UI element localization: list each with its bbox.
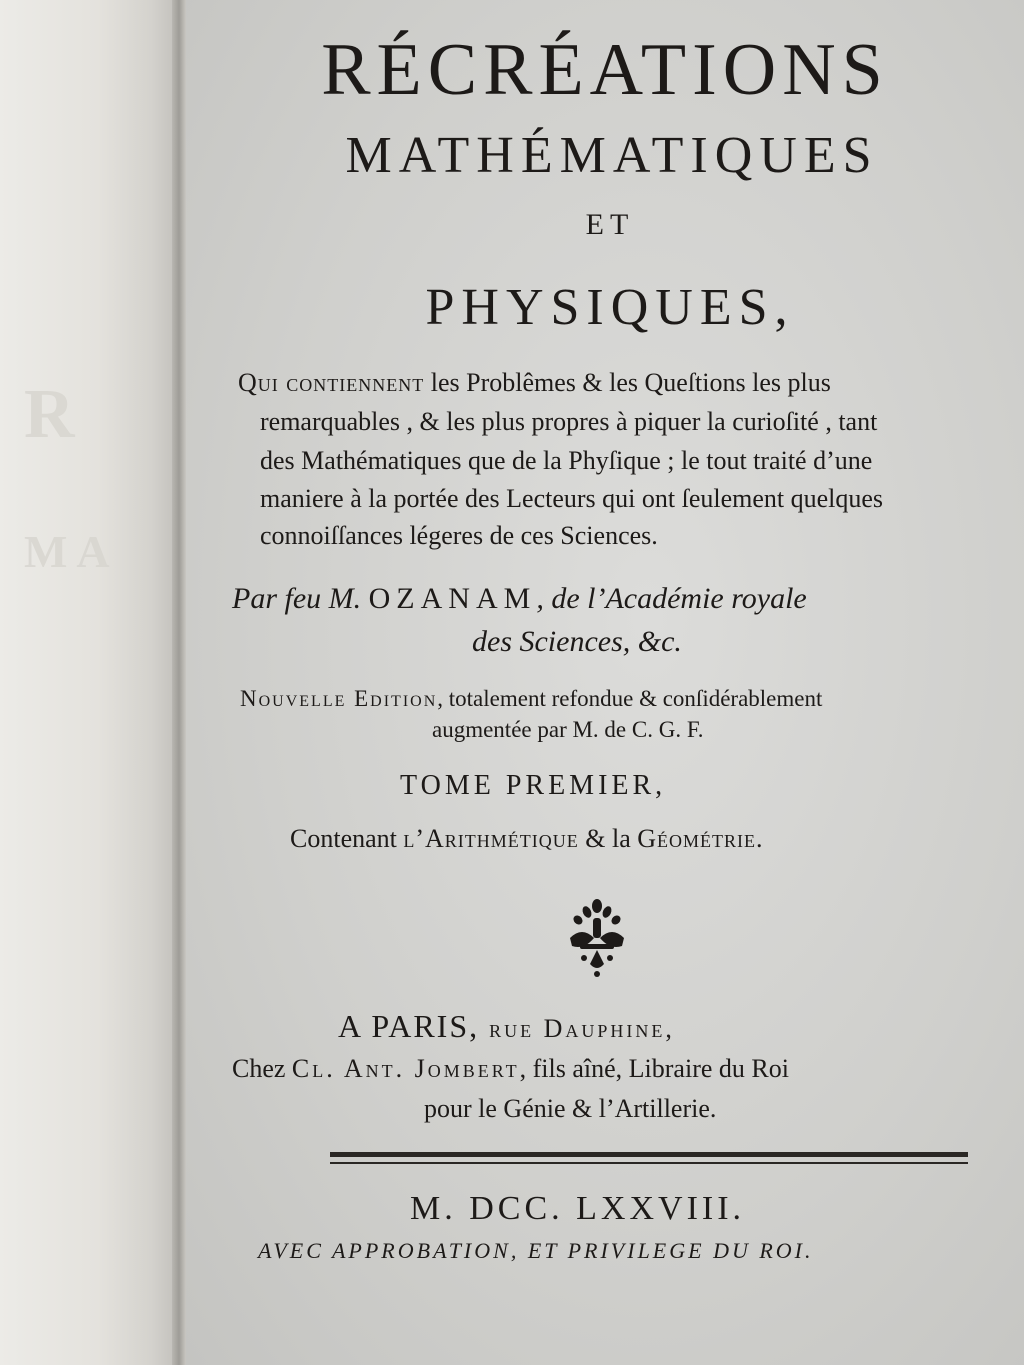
edition-lead: Nouvelle Edition (240, 686, 438, 711)
imprint-city-line (338, 1010, 675, 1042)
description-line-4: maniere à la portée des Lecteurs qui ont ſeulement quelques (260, 484, 884, 513)
title-line-recreations: RÉCRÉATIONS (321, 29, 889, 111)
book-gutter (172, 0, 186, 1365)
imprint-city: A PARIS, (338, 1008, 480, 1044)
edition-line-2: augmentée par M. de C. G. F. (432, 717, 704, 742)
imprint-line-3: pour le Génie & l’Artillerie. (424, 1094, 717, 1123)
author-prefix: Par feu M. (232, 582, 362, 615)
edition-line-1 (240, 687, 822, 710)
imprint-street: rue Dauphine, (489, 1014, 675, 1043)
title-line-mathematiques: MATHÉMATIQUES (345, 127, 879, 184)
volume-arithmetic: l’Arithmétique (403, 824, 579, 853)
privilege-line: AVEC APPROBATION, ET PRIVILEGE DU ROI. (258, 1238, 814, 1263)
author-name: OZANAM (368, 582, 537, 615)
description-line-1 (238, 370, 831, 396)
imprint-chez: Chez (232, 1054, 286, 1083)
volume-title: TOME PREMIER, (400, 770, 667, 801)
edition-text-1: , totalement refondue & conſidérablement (437, 686, 823, 711)
double-rule-thick (330, 1152, 968, 1157)
description-line-3: des Mathématiques que de la Phyſique ; le tout traité d’une (260, 446, 873, 475)
author-affiliation: , de l’Académie royale (536, 582, 807, 615)
description-line-5: connoiſſances légeres de ces Sciences. (260, 521, 658, 550)
description-line-2: remarquables , & les plus propres à piquer la curioſité , tant (260, 407, 878, 436)
description-text-1: les Problêmes & les Queſtions les plus (430, 368, 831, 397)
author-line-2: des Sciences, &c. (472, 625, 682, 658)
imprint-role: , fils aîné, Libraire du Roi (519, 1054, 789, 1083)
double-rule-thin (330, 1162, 968, 1164)
title-page (186, 0, 1024, 1365)
volume-contents-lead: Contenant (290, 824, 397, 853)
volume-contents (290, 826, 764, 852)
left-facing-page (0, 0, 178, 1365)
imprint-publisher: Cl. Ant. Jombert (291, 1054, 520, 1083)
volume-and: & la (585, 824, 631, 853)
publication-date: M. DCC. LXXVIII. (410, 1190, 746, 1227)
fleuron-ornament-icon (562, 898, 632, 978)
bleed-through-letters: M A (24, 526, 110, 577)
author-line-1 (232, 584, 807, 614)
bleed-through-letter: R (24, 376, 75, 453)
title-line-et: ET (585, 208, 635, 241)
description-lead: Qui contiennent (238, 368, 425, 397)
imprint-publisher-line (232, 1056, 789, 1082)
volume-geometry: Géométrie. (637, 824, 764, 853)
title-line-physiques: PHYSIQUES, (425, 279, 795, 336)
